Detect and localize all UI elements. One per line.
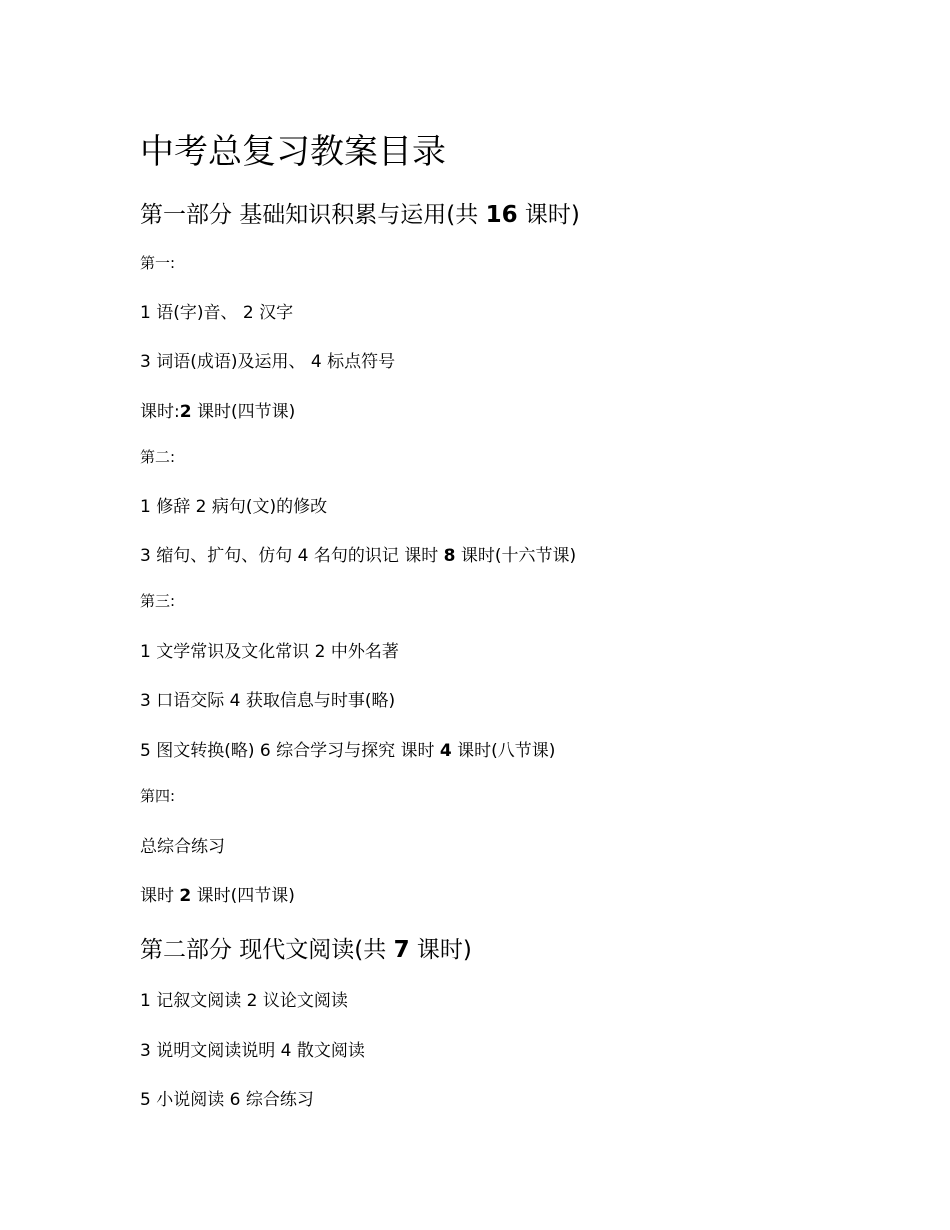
- section3-line1: 1 文学常识及文化常识 2 中外名著: [140, 642, 399, 662]
- section3-line3: [140, 736, 555, 761]
- section1-hours: [140, 397, 295, 422]
- section4-line1: 总综合练习: [140, 837, 225, 857]
- part2-line2: 3 说明文阅读说明 4 散文阅读: [140, 1041, 365, 1061]
- section2-line2-text-b: 课时(十六节课): [455, 546, 577, 566]
- part1-heading-text-a: 第一部分 基础知识积累与运用(共: [140, 202, 486, 228]
- part1-heading-hours: 16: [485, 202, 518, 228]
- part2-heading-text-b: 课时): [409, 937, 472, 963]
- section3-line3-text-b: 课时(八节课): [451, 741, 556, 761]
- section1-hours-text-a: 课时:: [140, 402, 180, 422]
- part2-heading: [140, 931, 472, 964]
- page-title: 中考总复习教案目录: [140, 132, 446, 172]
- section2-line2: [140, 541, 576, 566]
- part1-heading: [140, 196, 580, 229]
- section3-line2: 3 口语交际 4 获取信息与时事(略): [140, 691, 396, 711]
- section2-line2-num: 8: [443, 546, 456, 566]
- section4-hours-text-b: 课时(四节课): [191, 886, 295, 906]
- section3-line3-text-a: 5 图文转换(略) 6 综合学习与探究 课时: [140, 741, 440, 761]
- part2-heading-text-a: 第二部分 现代文阅读(共: [140, 937, 394, 963]
- section2-line1: 1 修辞 2 病句(文)的修改: [140, 497, 328, 517]
- section1-line1: 1 语(字)音、 2 汉字: [140, 303, 294, 323]
- section4-hours: [140, 881, 295, 906]
- section4-hours-text-a: 课时: [140, 886, 180, 906]
- section1-hours-num: 2: [179, 402, 192, 422]
- part2-heading-hours: 7: [393, 937, 410, 963]
- section3-line3-num: 4: [439, 741, 452, 761]
- section2-line2-text-a: 3 缩句、扩句、仿句 4 名句的识记 课时: [140, 546, 444, 566]
- section3-label: 第三:: [140, 592, 176, 610]
- part2-line1: 1 记叙文阅读 2 议论文阅读: [140, 991, 348, 1011]
- section4-hours-num: 2: [179, 886, 192, 906]
- part1-heading-text-b: 课时): [517, 202, 580, 228]
- section4-label: 第四:: [140, 787, 176, 805]
- section1-line2: 3 词语(成语)及运用、 4 标点符号: [140, 352, 396, 372]
- section1-label: 第一:: [140, 254, 176, 272]
- part2-line3: 5 小说阅读 6 综合练习: [140, 1090, 314, 1110]
- section1-hours-text-b: 课时(四节课): [191, 402, 296, 422]
- section2-label: 第二:: [140, 448, 176, 466]
